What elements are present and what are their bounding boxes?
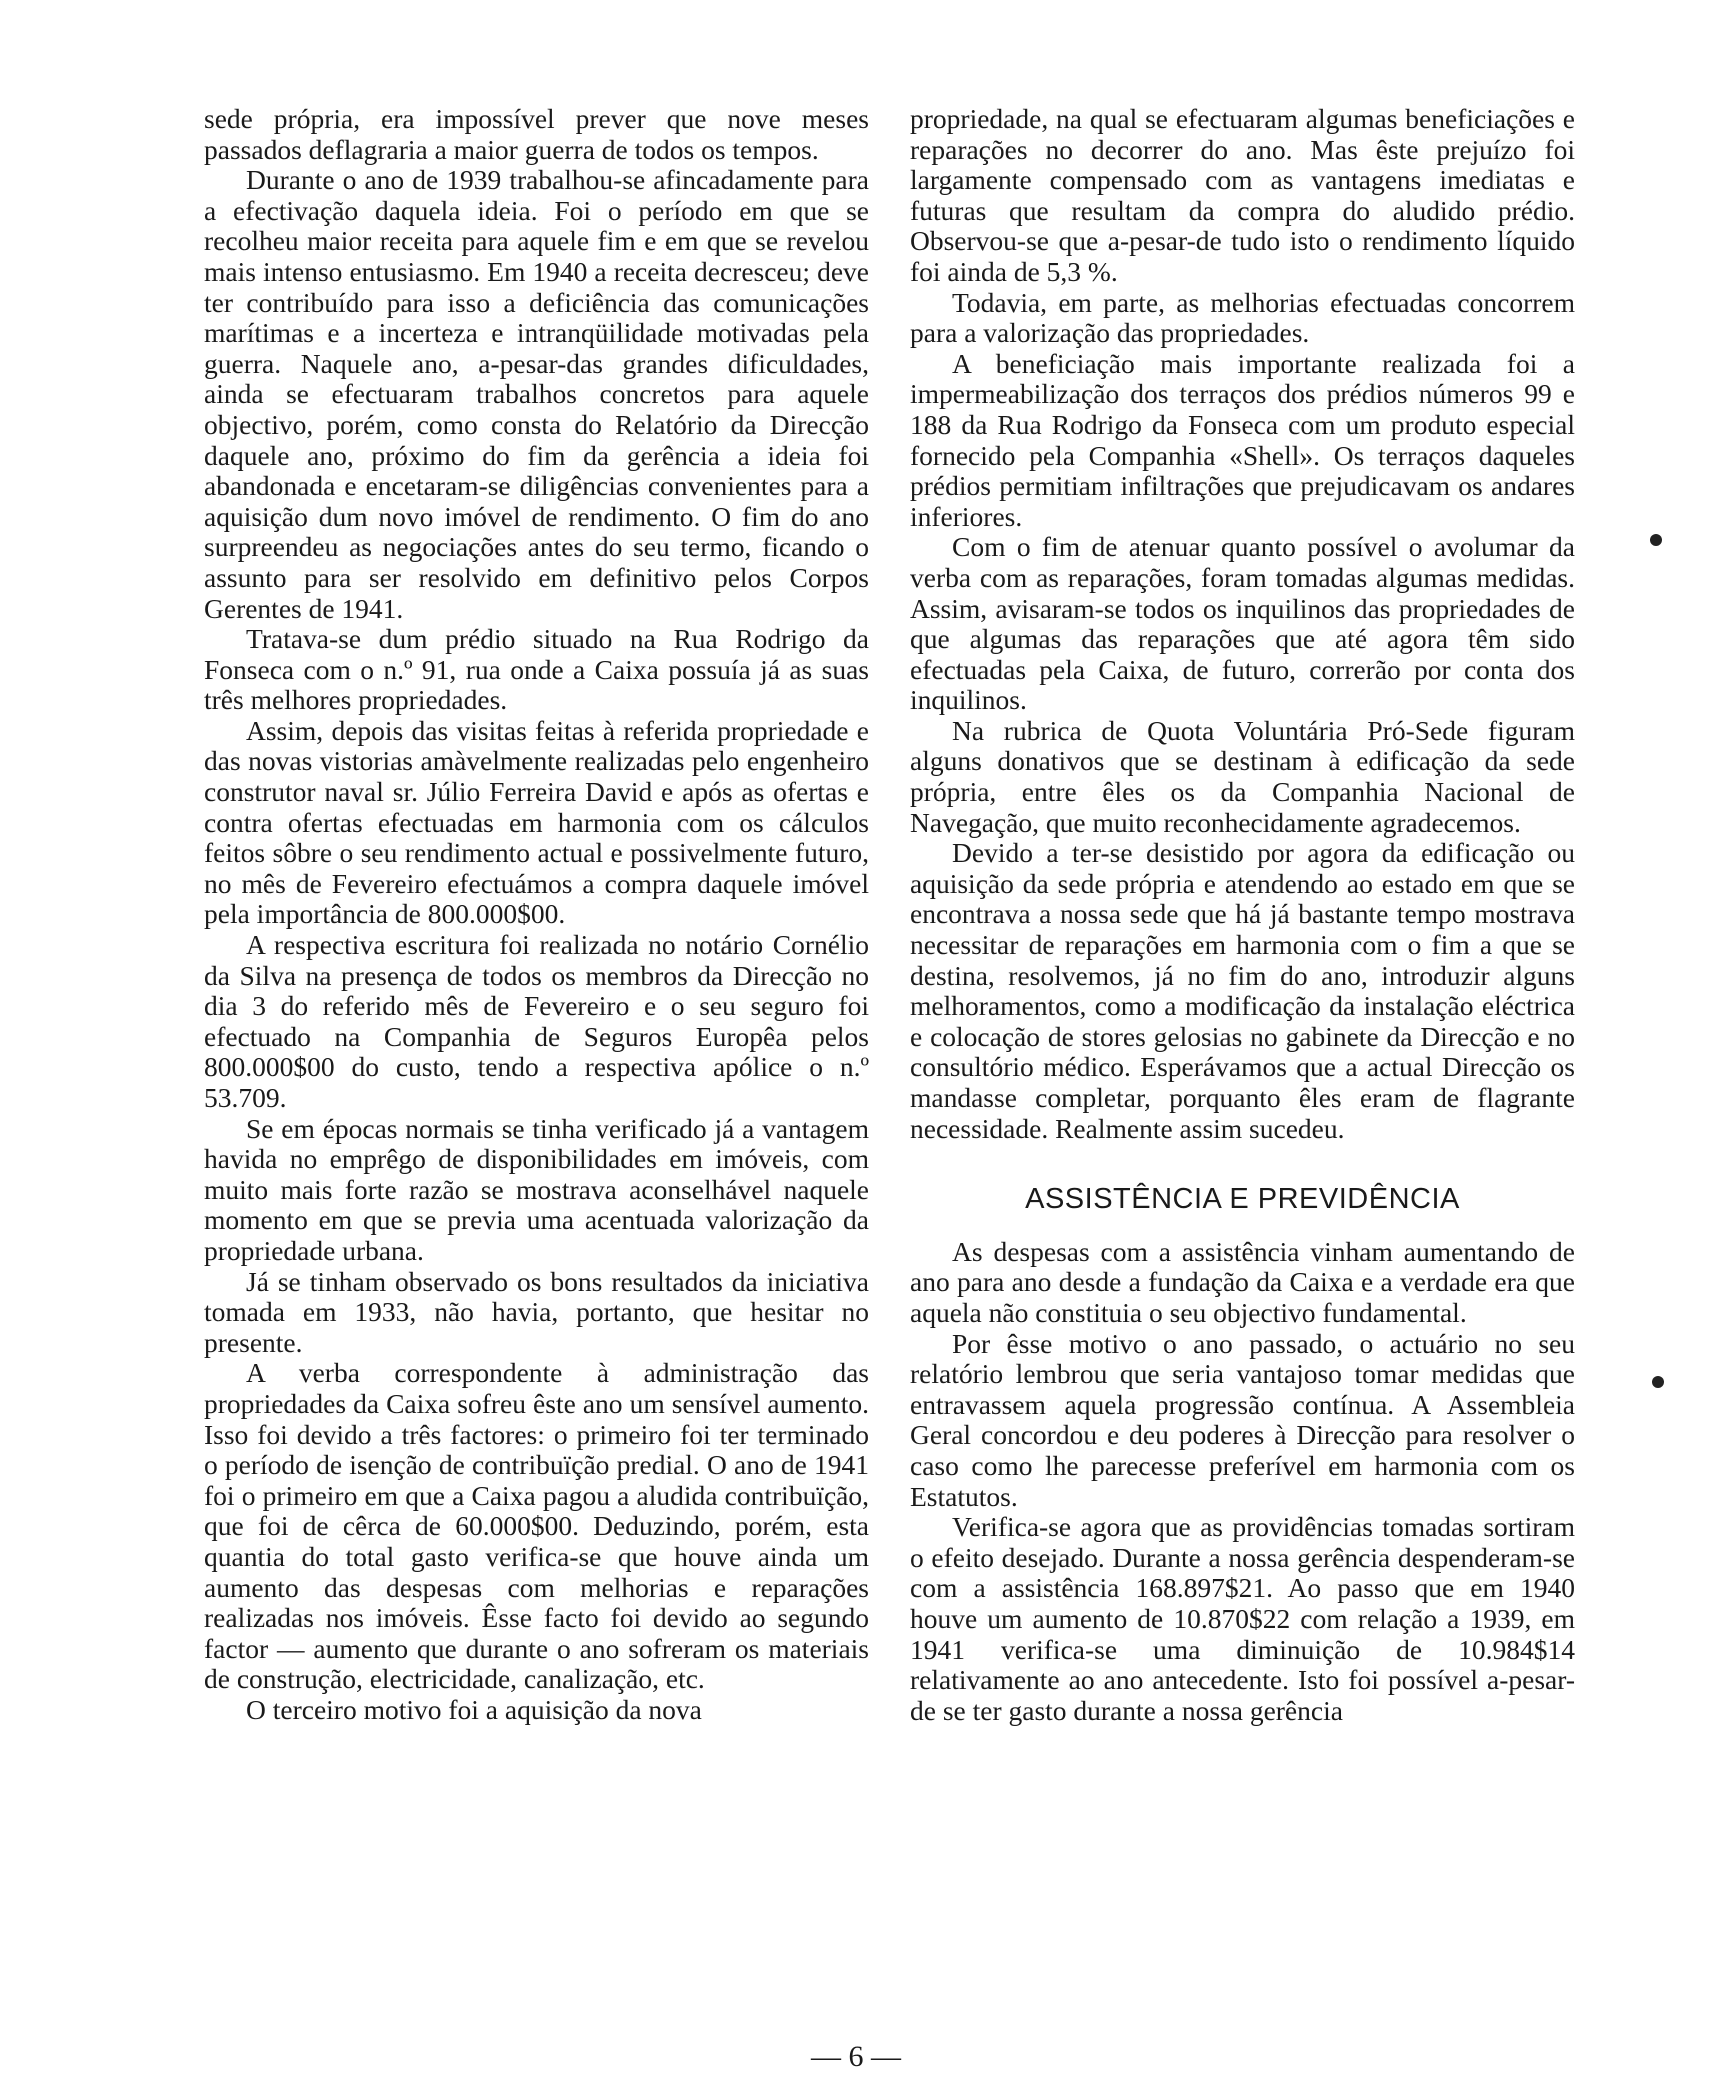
paragraph: Durante o ano de 1939 trabalhou-se afincadamente para a efectivação daquela ideia. Foi o período em que se recolheu maior receita para aquele fim e em que se revelou mais intenso entusiasmo. Em 1940 a receita decresceu; deve ter contribuído para isso a deficiência das comunicações marítimas e a incerteza e intranqüilidade motivadas pela guerra. Naquele ano, a-pesar-das grandes dificuldades, ainda se efectuaram trabalhos concretos para aquele objectivo, porém, como consta do Relatório da Direcção daquele ano, próximo do fim da gerência a ideia foi abandonada e encetaram-se diligências convenientes para a aquisição dum novo imóvel de rendimento. O fim do ano surpreendeu as negociações antes do seu termo, ficando o assunto para ser resolvido em definitivo pelos Corpos Gerentes de 1941. [204, 164, 869, 624]
paragraph: Se em épocas normais se tinha verificado já a vantagem havida no emprêgo de disponibilidades em imóveis, com muito mais forte razão se mostrava aconselhável naquele momento em que se previa uma acentuada valorização da propriedade urbana. [204, 1112, 869, 1266]
paragraph: A respectiva escritura foi realizada no notário Cornélio da Silva na presença de todos os membros da Direcção no dia 3 do referido mês de Fevereiro e o seu seguro foi efectuado na Companhia de Seguros Europêa pelos 800.000$00 do custo, tendo a respectiva apólice o n.º 53.709. [204, 929, 869, 1113]
paragraph: Assim, depois das visitas feitas à referida propriedade e das novas vistorias amàvelmente realizadas pelo engenheiro construtor naval sr. Júlio Ferreira David e após as ofertas e contra ofertas efectuadas em harmonia com os cálculos feitos sôbre o seu rendimento actual e possivelmente futuro, no mês de Fevereiro efectuámos a compra daquele imóvel pela importância de 800.000$00. [204, 714, 869, 930]
section-heading: ASSISTÊNCIA E PREVIDÊNCIA [1025, 1183, 1460, 1216]
paragraph: sede própria, era impossível prever que nove meses passados deflagraria a maior guerra de todos os tempos. [204, 103, 869, 165]
paragraph: Com o fim de atenuar quanto possível o avolumar da verba com as reparações, foram tomadas algumas medidas. Assim, avisaram-se todos os inquilinos das propriedades de que algumas das reparações que até agora têm sido efectuadas pela Caixa, de futuro, correrão por conta dos inquilinos. [910, 531, 1575, 716]
paragraph: Verifica-se agora que as providências tomadas sortiram o efeito desejado. Durante a nossa gerência despenderam-se com a assistência 168.897$21. Ao passo que em 1940 houve um aumento de 10.870$22 com relação a 1939, em 1941 verifica-se uma diminuição de 10.984$14 relativamente ao ano antecedente. Isto foi possível a-pesar-de se ter gasto durante a nossa gerência [910, 1511, 1575, 1726]
paragraph: Já se tinham observado os bons resultados da iniciativa tomada em 1933, não havia, portanto, que hesitar no presente. [204, 1265, 869, 1358]
paragraph: Por êsse motivo o ano passado, o actuário no seu relatório lembrou que seria vantajoso tomar medidas que entravassem aquela progressão contínua. A Assembleia Geral concordou e deu poderes à Direcção para resolver o caso como lhe parecesse preferível em harmonia com os Estatutos. [910, 1327, 1575, 1512]
ink-speck [1650, 534, 1662, 546]
paragraph: As despesas com a assistência vinham aumentando de ano para ano desde a fundação da Caixa e a verdade era que aquela não constituia o seu objectivo fundamental. [910, 1235, 1575, 1328]
paragraph: Na rubrica de Quota Voluntária Pró-Sede figuram alguns donativos que se destinam à edificação da sede própria, entre êles os da Companhia Nacional de Navegação, que muito reconhecidamente agradecemos. [910, 714, 1575, 838]
paragraph: propriedade, na qual se efectuaram algumas beneficiações e reparações no decorrer do ano. Mas êste prejuízo foi largamente compensado com as vantagens imediatas e futuras que resultam da compra do aludido prédio. Observou-se que a-pesar-de tudo isto o rendimento líquido foi ainda de 5,3 %. [910, 103, 1575, 287]
paragraph: A beneficiação mais importante realizada foi a impermeabilização dos terraços dos prédios números 99 e 188 da Rua Rodrigo da Fonseca com um produto especial fornecido pela Companhia «Shell». Os terraços daqueles prédios permitiam infiltrações que prejudicavam os andares inferiores. [910, 347, 1575, 532]
right-column [910, 104, 1575, 1726]
left-column [204, 104, 869, 1725]
ink-speck [1652, 1376, 1664, 1388]
paragraph: Devido a ter-se desistido por agora da edificação ou aquisição da sede própria e atendendo ao estado em que se encontrava a nossa sede que há já bastante tempo mostrava necessitar de reparações em harmonia com o fim a que se destina, resolvemos, já no fim do ano, introduzir alguns melhoramentos, como a modificação da instalação eléctrica e colocação de stores gelosias no gabinete da Direcção e no consultório médico. Esperávamos que a actual Direcção os mandasse completar, porquanto êles eram de flagrante necessidade. Realmente assim sucedeu. [910, 837, 1575, 1144]
paragraph: Todavia, em parte, as melhorias efectuadas concorrem para a valorização das propriedades. [910, 286, 1575, 349]
paragraph: O terceiro motivo foi a aquisição da nova [246, 1693, 702, 1725]
paragraph: Tratava-se dum prédio situado na Rua Rodrigo da Fonseca com o n.º 91, rua onde a Caixa possuía já as suas três melhores propriedades. [204, 623, 869, 716]
page-number: — 6 — [811, 2040, 901, 2073]
paragraph: A verba correspondente à administração das propriedades da Caixa sofreu êste ano um sensível aumento. Isso foi devido a três factores: o primeiro foi ter terminado o período de isenção de contribuïção predial. O ano de 1941 foi o primeiro em que a Caixa pagou a aludida contribuïção, que foi de cêrca de 60.000$00. Deduzindo, porém, esta quantia do total gasto verifica-se que houve ainda um aumento das despesas com melhorias e reparações realizadas nos imóveis. Êsse facto foi devido ao segundo factor — aumento que durante o ano sofreram os materiais de construção, electricidade, canalização, etc. [204, 1357, 869, 1695]
